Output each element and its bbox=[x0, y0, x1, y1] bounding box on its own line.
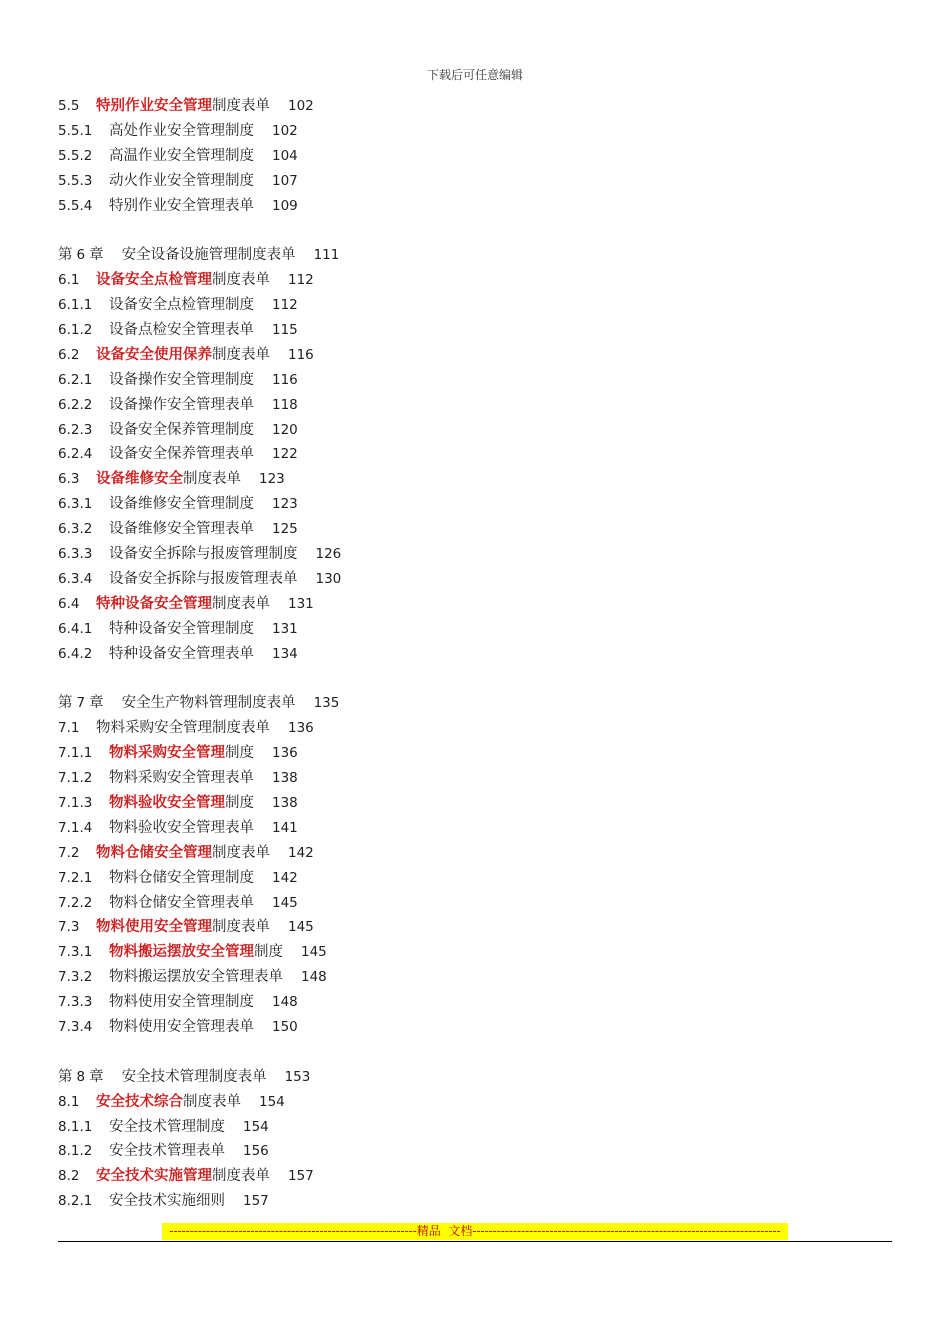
toc-entry bbox=[58, 492, 898, 517]
toc-entry-title: 制度表单 bbox=[212, 844, 270, 861]
toc-entry-title: 高处作业安全管理制度 bbox=[109, 122, 254, 139]
toc-entry-title: 安全技术管理制度表单 bbox=[121, 1068, 267, 1085]
toc-entry-page: 156 bbox=[243, 1143, 269, 1160]
toc-entry-page: 116 bbox=[288, 346, 314, 363]
toc-entry-page: 130 bbox=[315, 570, 342, 587]
toc-entry-title: 制度表单 bbox=[212, 346, 270, 363]
toc-entry-page: 112 bbox=[272, 297, 298, 314]
toc-entry-title: 高温作业安全管理制度 bbox=[109, 147, 254, 164]
toc-chapter-number: 7 bbox=[76, 695, 86, 712]
toc-entry bbox=[58, 318, 898, 343]
toc-entry-page: 148 bbox=[301, 969, 327, 986]
toc-entry-number: 7.2 bbox=[58, 844, 80, 861]
toc-entry-highlight: 物料验收安全管理 bbox=[109, 793, 225, 811]
toc-entry-number: 5.5.1 bbox=[58, 122, 93, 139]
toc-entry-number: 5.5.3 bbox=[58, 172, 93, 189]
toc-chapter-label bbox=[58, 1069, 104, 1085]
toc-chapter-suffix: 章 bbox=[89, 247, 104, 264]
toc-entry-title: 设备点检安全管理表单 bbox=[109, 322, 254, 339]
toc-entry-page: 102 bbox=[288, 98, 314, 114]
toc-entry-title: 设备操作安全管理制度 bbox=[109, 371, 254, 388]
toc-entry bbox=[58, 716, 898, 741]
toc-entry-page: 118 bbox=[272, 396, 298, 413]
toc-entry-number: 6.1.1 bbox=[58, 297, 93, 314]
toc-entry-page: 126 bbox=[315, 546, 342, 563]
toc-entry-number: 6.2.2 bbox=[58, 396, 93, 413]
toc-entry-number: 6.3.2 bbox=[58, 521, 93, 538]
toc-entry-number: 6.2 bbox=[58, 346, 80, 363]
toc-entry-title: 特种设备安全管理表单 bbox=[109, 645, 254, 662]
toc-chapter-number: 8 bbox=[76, 1068, 86, 1085]
toc-chapter-suffix: 章 bbox=[89, 1068, 104, 1085]
toc-entry bbox=[58, 94, 898, 119]
toc-entry-page: 154 bbox=[243, 1118, 269, 1135]
toc-entry bbox=[58, 393, 898, 418]
toc-entry bbox=[58, 866, 898, 891]
toc-chapter-entry bbox=[58, 243, 898, 268]
toc-entry-number: 7.1.4 bbox=[58, 819, 93, 836]
toc-chapter-prefix: 第 bbox=[58, 247, 73, 264]
toc-entry-title: 动火作业安全管理制度 bbox=[109, 172, 254, 189]
toc-entry-number: 8.1 bbox=[58, 1093, 80, 1110]
toc-entry-number: 7.3.1 bbox=[58, 944, 93, 961]
toc-entry-page: 107 bbox=[272, 172, 298, 189]
toc-entry-highlight: 特种设备安全管理 bbox=[96, 594, 212, 612]
toc-entry-title: 制度表单 bbox=[212, 272, 270, 289]
toc-entry-page: 115 bbox=[272, 322, 298, 339]
toc-entry-number: 7.3.2 bbox=[58, 969, 93, 986]
toc-entry bbox=[58, 1090, 898, 1115]
toc-entry-number: 8.1.1 bbox=[58, 1118, 93, 1135]
toc-entry-number: 7.2.2 bbox=[58, 894, 93, 911]
page-header: 下载后可任意编辑 bbox=[426, 68, 523, 82]
toc-chapter-prefix: 第 bbox=[58, 1068, 73, 1085]
toc-entry bbox=[58, 567, 898, 592]
toc-entry-page: 145 bbox=[301, 944, 327, 961]
toc-entry bbox=[58, 766, 898, 791]
toc-entry-title: 特别作业安全管理表单 bbox=[109, 197, 254, 214]
toc-entry-page: 142 bbox=[288, 844, 314, 861]
toc-entry bbox=[58, 816, 898, 841]
toc-chapter-prefix: 第 bbox=[58, 695, 73, 712]
toc-entry-title: 安全技术管理制度 bbox=[109, 1118, 225, 1135]
toc-entry-page: 116 bbox=[272, 371, 298, 388]
toc-entry-title: 设备操作安全管理表单 bbox=[109, 396, 254, 413]
toc-entry bbox=[58, 617, 898, 642]
toc-entry-number: 5.5 bbox=[58, 98, 80, 114]
footer-banner bbox=[162, 1223, 788, 1240]
toc-entry bbox=[58, 467, 898, 492]
toc-entry-page: 142 bbox=[272, 869, 298, 886]
toc-entry bbox=[58, 268, 898, 293]
toc-entry bbox=[58, 1015, 898, 1040]
toc-entry-highlight: 物料使用安全管理 bbox=[96, 918, 212, 936]
toc-entry-title: 物料仓储安全管理表单 bbox=[109, 894, 254, 911]
toc-entry-title: 物料采购安全管理表单 bbox=[109, 770, 254, 787]
toc-entry bbox=[58, 592, 898, 617]
toc-entry bbox=[58, 940, 898, 965]
toc-entry-title: 制度 bbox=[225, 794, 254, 811]
toc-chapter-entry bbox=[58, 1065, 898, 1090]
toc-entry-highlight: 物料采购安全管理 bbox=[109, 744, 225, 762]
toc-entry-number: 7.1.3 bbox=[58, 794, 93, 811]
toc-entry bbox=[58, 1139, 898, 1164]
toc-entry bbox=[58, 119, 898, 144]
toc-entry-title: 设备安全拆除与报废管理制度 bbox=[109, 546, 298, 563]
toc-entry-title: 设备安全保养管理表单 bbox=[109, 446, 254, 463]
toc-entry-title: 安全设备设施管理制度表单 bbox=[121, 247, 296, 264]
toc-entry-page: 131 bbox=[272, 620, 298, 637]
toc-entry-number: 5.5.4 bbox=[58, 197, 93, 214]
toc-entry-page: 157 bbox=[243, 1193, 269, 1210]
toc-entry-page: 135 bbox=[313, 695, 340, 712]
toc-chapter-label bbox=[58, 247, 104, 263]
toc-entry-page: 111 bbox=[313, 247, 340, 264]
toc-entry-title: 制度表单 bbox=[212, 1168, 270, 1185]
toc-entry-highlight: 设备安全点检管理 bbox=[96, 271, 212, 289]
toc-entry-title: 设备安全保养管理制度 bbox=[109, 421, 254, 438]
toc-entry bbox=[58, 368, 898, 393]
toc-entry-number: 8.2 bbox=[58, 1168, 80, 1185]
toc-entry-page: 136 bbox=[288, 720, 314, 737]
toc-entry bbox=[58, 517, 898, 542]
toc-entry-page: 145 bbox=[288, 919, 314, 936]
toc-entry-page: 125 bbox=[272, 521, 298, 538]
toc-entry-page: 145 bbox=[272, 894, 298, 911]
toc-entry-number: 8.2.1 bbox=[58, 1193, 93, 1210]
toc-entry-page: 131 bbox=[288, 595, 314, 612]
toc-entry-title: 物料使用安全管理制度 bbox=[109, 994, 254, 1011]
toc-entry-page: 153 bbox=[284, 1068, 311, 1085]
toc-entry-number: 5.5.2 bbox=[58, 147, 93, 164]
toc-entry bbox=[58, 542, 898, 567]
toc-entry-number: 6.2.3 bbox=[58, 421, 93, 438]
toc-entry-page: 122 bbox=[272, 446, 298, 463]
toc-entry-page: 141 bbox=[272, 819, 298, 836]
toc-entry-number: 7.3.4 bbox=[58, 1018, 93, 1035]
toc-entry-number: 7.1.1 bbox=[58, 745, 93, 762]
toc-entry bbox=[58, 1189, 898, 1214]
toc-entry-page: 134 bbox=[272, 645, 298, 662]
toc-entry-title: 制度表单 bbox=[183, 471, 241, 488]
toc-entry bbox=[58, 194, 898, 219]
toc-entry-number: 6.4 bbox=[58, 595, 80, 612]
footer-dashes-left: ------------------------------------------------------------- bbox=[169, 1224, 417, 1238]
toc-entry bbox=[58, 965, 898, 990]
toc-entry-title: 安全生产物料管理制度表单 bbox=[121, 695, 296, 712]
toc-entry-title: 物料搬运摆放安全管理表单 bbox=[109, 969, 283, 986]
toc-entry-title: 安全技术实施细则 bbox=[109, 1193, 225, 1210]
toc-entry-title: 制度表单 bbox=[212, 919, 270, 936]
toc-chapter-entry bbox=[58, 691, 898, 716]
toc-entry-title: 安全技术管理表单 bbox=[109, 1143, 225, 1160]
toc-entry-title: 物料验收安全管理表单 bbox=[109, 819, 254, 836]
toc-entry-page: 102 bbox=[272, 122, 298, 139]
toc-entry-page: 120 bbox=[272, 421, 298, 438]
toc-entry-number: 7.1.2 bbox=[58, 770, 93, 787]
footer-text: 精品 文档 bbox=[416, 1224, 473, 1238]
toc-entry-title: 设备安全拆除与报废管理表单 bbox=[109, 570, 298, 587]
toc-entry bbox=[58, 915, 898, 940]
footer-dashes-right: ---------------------------------------------------------------------------- bbox=[472, 1224, 781, 1238]
toc-entry-number: 6.1.2 bbox=[58, 322, 93, 339]
toc-entry bbox=[58, 891, 898, 916]
toc-entry-title: 制度表单 bbox=[212, 98, 270, 114]
toc-entry-page: 157 bbox=[288, 1168, 314, 1185]
toc-entry bbox=[58, 418, 898, 443]
toc-entry-title: 设备维修安全管理制度 bbox=[109, 496, 254, 513]
toc-entry-title: 制度 bbox=[225, 745, 254, 762]
toc-entry bbox=[58, 169, 898, 194]
toc-entry-page: 138 bbox=[272, 770, 298, 787]
toc-entry bbox=[58, 1164, 898, 1189]
toc-entry-page: 150 bbox=[272, 1018, 298, 1035]
toc-entry bbox=[58, 741, 898, 766]
toc-entry-title: 制度表单 bbox=[212, 595, 270, 612]
toc-entry-number: 6.2.4 bbox=[58, 446, 93, 463]
toc-entry-title: 设备维修安全管理表单 bbox=[109, 521, 254, 538]
toc-entry-page: 138 bbox=[272, 794, 298, 811]
toc-entry-page: 109 bbox=[272, 197, 298, 214]
toc-entry-title: 物料使用安全管理表单 bbox=[109, 1018, 254, 1035]
toc-entry-number: 6.3.1 bbox=[58, 496, 93, 513]
toc-entry-number: 6.3.3 bbox=[58, 546, 93, 563]
toc-entry-page: 148 bbox=[272, 994, 298, 1011]
toc-entry-number: 6.4.1 bbox=[58, 620, 93, 637]
toc-entry-title: 特种设备安全管理制度 bbox=[109, 620, 254, 637]
toc-entry-highlight: 安全技术实施管理 bbox=[96, 1167, 212, 1185]
toc-entry-number: 6.3 bbox=[58, 471, 80, 488]
toc-entry-number: 7.3 bbox=[58, 919, 80, 936]
toc-entry bbox=[58, 442, 898, 467]
toc-entry-number: 7.2.1 bbox=[58, 869, 93, 886]
toc-entry-highlight: 物料搬运摆放安全管理 bbox=[109, 943, 254, 961]
toc-entry-number: 7.3.3 bbox=[58, 994, 93, 1011]
toc-chapter-label bbox=[58, 695, 104, 711]
toc-entry-page: 154 bbox=[259, 1093, 285, 1110]
toc-entry bbox=[58, 791, 898, 816]
toc-entry-number: 7.1 bbox=[58, 720, 80, 737]
toc-entry-title: 设备安全点检管理制度 bbox=[109, 297, 254, 314]
table-of-contents bbox=[58, 94, 898, 1214]
toc-entry bbox=[58, 1115, 898, 1140]
toc-chapter-suffix: 章 bbox=[89, 695, 104, 712]
toc-entry-page: 136 bbox=[272, 745, 298, 762]
toc-entry bbox=[58, 293, 898, 318]
footer-rule bbox=[58, 1241, 892, 1242]
toc-entry bbox=[58, 343, 898, 368]
toc-entry-title: 物料采购安全管理制度表单 bbox=[96, 720, 270, 737]
toc-entry bbox=[58, 990, 898, 1015]
toc-entry-highlight: 安全技术综合 bbox=[96, 1092, 183, 1110]
toc-entry bbox=[58, 642, 898, 667]
toc-entry-number: 6.3.4 bbox=[58, 570, 93, 587]
toc-entry bbox=[58, 144, 898, 169]
toc-entry-page: 123 bbox=[259, 471, 285, 488]
toc-entry-highlight: 物料仓储安全管理 bbox=[96, 843, 212, 861]
toc-entry-number: 8.1.2 bbox=[58, 1143, 93, 1160]
toc-entry-title: 制度 bbox=[254, 944, 283, 961]
toc-chapter-number: 6 bbox=[76, 247, 86, 264]
toc-entry-page: 112 bbox=[288, 272, 314, 289]
toc-entry-highlight: 设备安全使用保养 bbox=[96, 345, 212, 363]
toc-entry-highlight: 特别作业安全管理 bbox=[96, 97, 212, 114]
toc-entry-number: 6.1 bbox=[58, 272, 80, 289]
toc-entry-highlight: 设备维修安全 bbox=[96, 470, 183, 488]
toc-entry-page: 123 bbox=[272, 496, 298, 513]
toc-entry bbox=[58, 841, 898, 866]
toc-entry-number: 6.2.1 bbox=[58, 371, 93, 388]
toc-entry-title: 物料仓储安全管理制度 bbox=[109, 869, 254, 886]
toc-entry-page: 104 bbox=[272, 147, 298, 164]
toc-entry-number: 6.4.2 bbox=[58, 645, 93, 662]
toc-entry-title: 制度表单 bbox=[183, 1093, 241, 1110]
